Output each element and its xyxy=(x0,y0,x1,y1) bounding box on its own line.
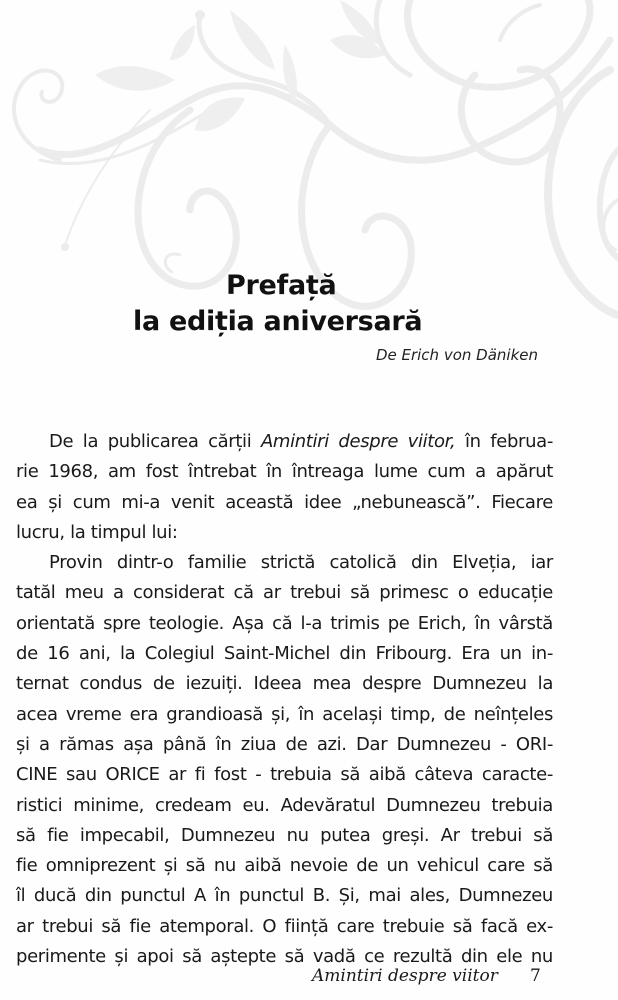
text-line: îl ducă din punctul A în punctul B. Și, mai ales, Dumnezeu xyxy=(16,885,553,907)
text-line: Provin dintr-o familie strictă catolică din Elveția, iar xyxy=(49,552,553,574)
text-line: fie omniprezent și să nu aibă nevoie de un vehicul care să xyxy=(16,855,553,877)
chapter-title-text-1: Prefață xyxy=(226,270,337,301)
text-line: perimente și apoi să aștepte să vadă ce rezultă din ele nu xyxy=(16,946,553,968)
text-line: ea și cum mi-a venit această idee „nebunească”. Fiecare xyxy=(16,491,553,513)
body-text xyxy=(16,427,553,972)
text-line: ternat condus de iezuiți. Ideea mea despre Dumnezeu la xyxy=(16,673,553,695)
running-footer-title: Amintiri despre viitor xyxy=(312,966,498,986)
author-byline: De Erich von Däniken xyxy=(375,346,538,364)
text-line: De la publicarea cărții Amintiri despre viitor, în februa- xyxy=(49,431,553,452)
text-line: de 16 ani, la Colegiul Saint-Michel din Fribourg. Era un in- xyxy=(16,643,553,665)
text-line: și a rămas așa până în ziua de azi. Dar Dumnezeu - ORI- xyxy=(16,733,553,755)
text-line: lucru, la timpul lui: xyxy=(16,521,178,543)
page-footer xyxy=(0,966,618,996)
text-line: acea vreme era grandioasă și, în același timp, de neînțeles xyxy=(16,703,553,725)
chapter-title-line1 xyxy=(226,270,618,302)
book-title-italic: Amintiri despre viitor, xyxy=(260,431,456,452)
text-line: tatăl meu a considerat că ar trebui să primesc o educație xyxy=(16,582,553,604)
text-line: ristici minime, credeam eu. Adevăratul Dumnezeu trebuia xyxy=(16,794,553,816)
text-line: ar trebui să fie atemporal. O ființă care trebuie să facă ex- xyxy=(16,915,553,937)
page-number: 7 xyxy=(530,966,541,986)
chapter-title-line2: la ediția aniversară xyxy=(133,306,423,337)
text-line: rie 1968, am fost întrebat în întreaga lume cum a apărut xyxy=(16,461,553,483)
text-line: orientată spre teologie. Așa că l-a trimis pe Erich, în vârstă xyxy=(16,612,553,634)
text-line: să fie impecabil, Dumnezeu nu putea greși. Ar trebui să xyxy=(16,824,553,846)
text-line: CINE sau ORICE ar fi fost - trebuia să aibă câteva caracte- xyxy=(16,764,553,786)
